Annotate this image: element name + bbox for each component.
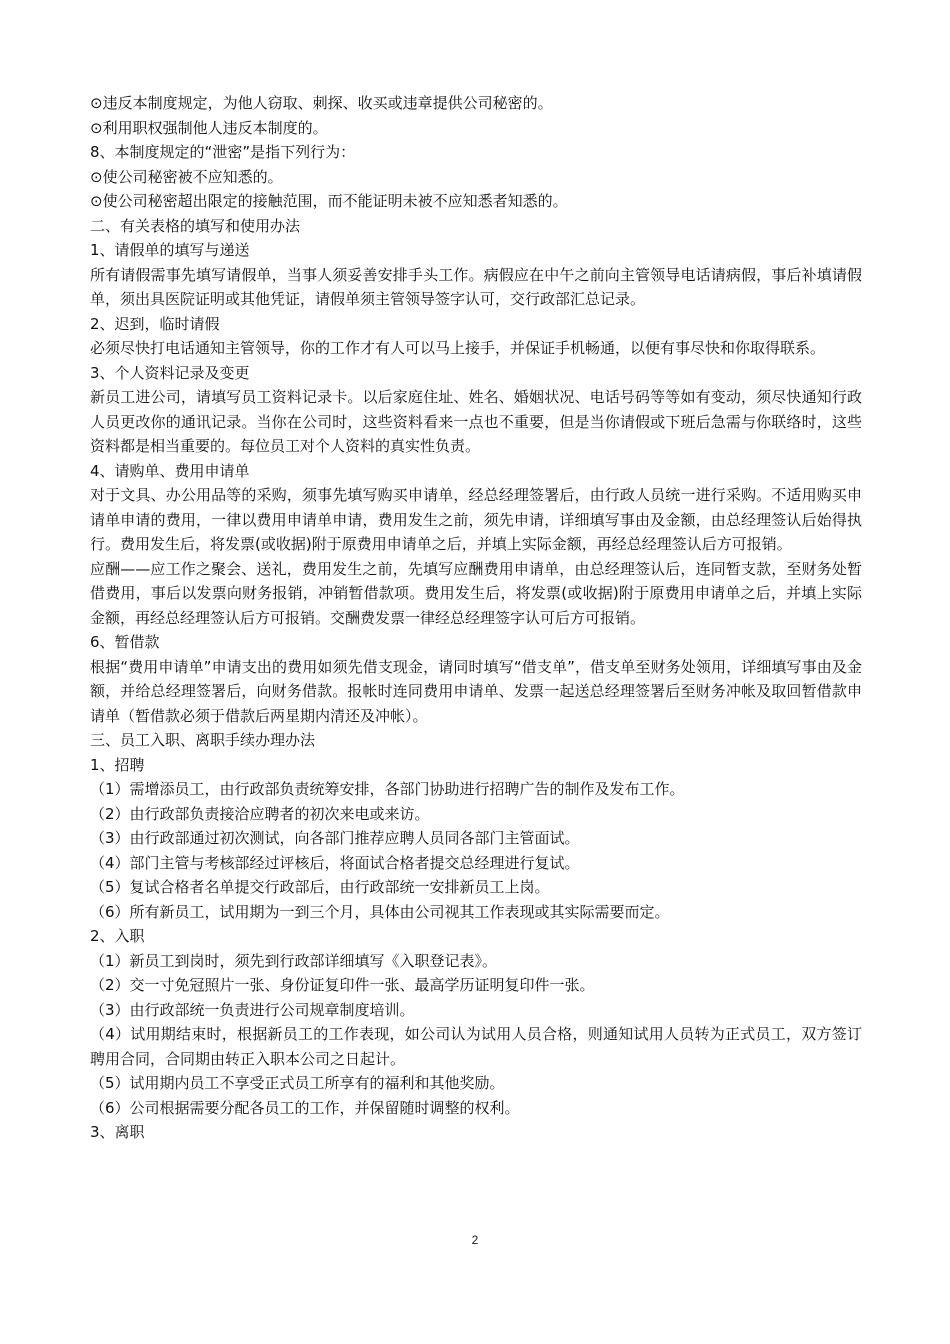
subsection-heading: 2、入职 xyxy=(90,927,145,945)
subsection-heading: 4、请购单、费用申请单 xyxy=(90,461,250,480)
list-item: （4）部门主管与考核部经过评核后，将面试合格者提交总经理进行复试。 xyxy=(90,853,580,872)
subsection-heading: 1、请假单的填写与递送 xyxy=(90,241,250,259)
paragraph: 对于文具、办公用品等的采购，须事先填写购买申请单，经总经理签署后，由行政人员统一进行采购。不适用购买申请单申请的费用，一律以费用申请单申请，费用发生之前，须先申请，详细填写事由及金额，由总经理签认后始得执行。费用发生后，将发票(或收据)附于原费用申请单之后，并填上实际金额，再经总经理签认后方可报销。 xyxy=(90,486,862,553)
subsection-heading: 6、暂借款 xyxy=(90,633,160,651)
text-line: ⊙违反本制度规定，为他人窃取、刺探、收买或违章提供公司秘密的。 xyxy=(90,94,553,112)
text-line: ⊙使公司秘密被不应知悉的。 xyxy=(90,167,283,186)
list-item: （2）交一寸免冠照片一张、身份证复印件一张、最高学历证明复印件一张。 xyxy=(90,976,595,994)
list-item: （5）试用期内员工不享受正式员工所享有的福利和其他奖励。 xyxy=(90,1074,505,1092)
paragraph: 新员工进公司，请填写员工资料记录卡。以后家庭住址、姓名、婚姻状况、电话号码等等如有变动，须尽快通知行政人员更改你的通讯记录。当你在公司时，这些资料看来一点也不重要，但是当你请假或下班后急需与你联络时，这些资料都是相当重要的。每位员工对个人资料的真实性负责。 xyxy=(90,388,862,455)
subsection-heading: 1、招聘 xyxy=(90,755,145,774)
paragraph: 应酬——应工作之聚会、送礼，费用发生之前，先填写应酬费用申请单，由总经理签认后，连同暂支款，至财务处暂借费用，事后以发票向财务报销，冲销暂借款项。费用发生后，将发票(或收据)附于原费用申请单之后，并填上实际金额，再经总经理签认后方可报销。交酬费发票一律经总经理签字认可后方可报销。 xyxy=(90,559,862,627)
subsection-heading: 2、迟到，临时请假 xyxy=(90,314,220,333)
section-heading: 二、有关表格的填写和使用办法 xyxy=(90,216,301,235)
list-item: （6）所有新员工，试用期为一到三个月，具体由公司视其工作表现或其实际需要而定。 xyxy=(90,902,670,921)
paragraph: 所有请假需事先填写请假单，当事人须妥善安排手头工作。病假应在中午之前向主管领导电话请病假，事后补填请假单，须出具医院证明或其他凭证，请假单须主管领导签字认可，交行政部汇总记录。 xyxy=(90,265,862,308)
text-line: 8、本制度规定的“泄密”是指下列行为： xyxy=(90,143,356,161)
document-body xyxy=(90,91,862,1145)
section-heading: 三、员工入职、离职手续办理办法 xyxy=(90,731,316,749)
list-item: （4）试用期结束时，根据新员工的工作表现，如公司认为试用人员合格，则通知试用人员转为正式员工，双方签订聘用合同，合同期由转正入职本公司之日起计。 xyxy=(90,1025,862,1068)
paragraph: 根据“费用申请单”申请支出的费用如须先借支现金，请同时填写“借支单”，借支单至财务处领用，详细填写事由及金额，并给总经理签署后，向财务借款。报帐时连同费用申请单、发票一起送总经理签署后至财务冲帐及取回暂借款申请单（暂借款必须于借款后两星期内清还及冲帐）。 xyxy=(90,657,862,725)
list-item: （3）由行政部统一负责进行公司规章制度培训。 xyxy=(90,1000,415,1019)
list-item: （1）新员工到岗时，须先到行政部详细填写《入职登记表》。 xyxy=(90,951,498,970)
list-item: （1）需增添员工，由行政部负责统筹安排，各部门协助进行招聘广告的制作及发布工作。 xyxy=(90,780,685,798)
list-item: （2）由行政部负责接洽应聘者的初次来电或来访。 xyxy=(90,804,430,823)
text-line: ⊙利用职权强制他人违反本制度的。 xyxy=(90,118,328,137)
page-number: 2 xyxy=(471,1233,479,1247)
subsection-heading: 3、个人资料记录及变更 xyxy=(90,363,250,382)
subsection-heading: 3、离职 xyxy=(90,1123,145,1141)
paragraph: 必须尽快打电话通知主管领导，你的工作才有人可以马上接手，并保证手机畅通，以便有事尽快和你取得联系。 xyxy=(90,339,826,357)
list-item: （6）公司根据需要分配各员工的工作，并保留随时调整的权利。 xyxy=(90,1098,520,1117)
text-line: ⊙使公司秘密超出限定的接触范围，而不能证明未被不应知悉者知悉的。 xyxy=(90,192,568,210)
list-item: （5）复试合格者名单提交行政部后，由行政部统一安排新员工上岗。 xyxy=(90,878,550,896)
list-item: （3）由行政部通过初次测试，向各部门推荐应聘人员同各部门主管面试。 xyxy=(90,829,580,847)
